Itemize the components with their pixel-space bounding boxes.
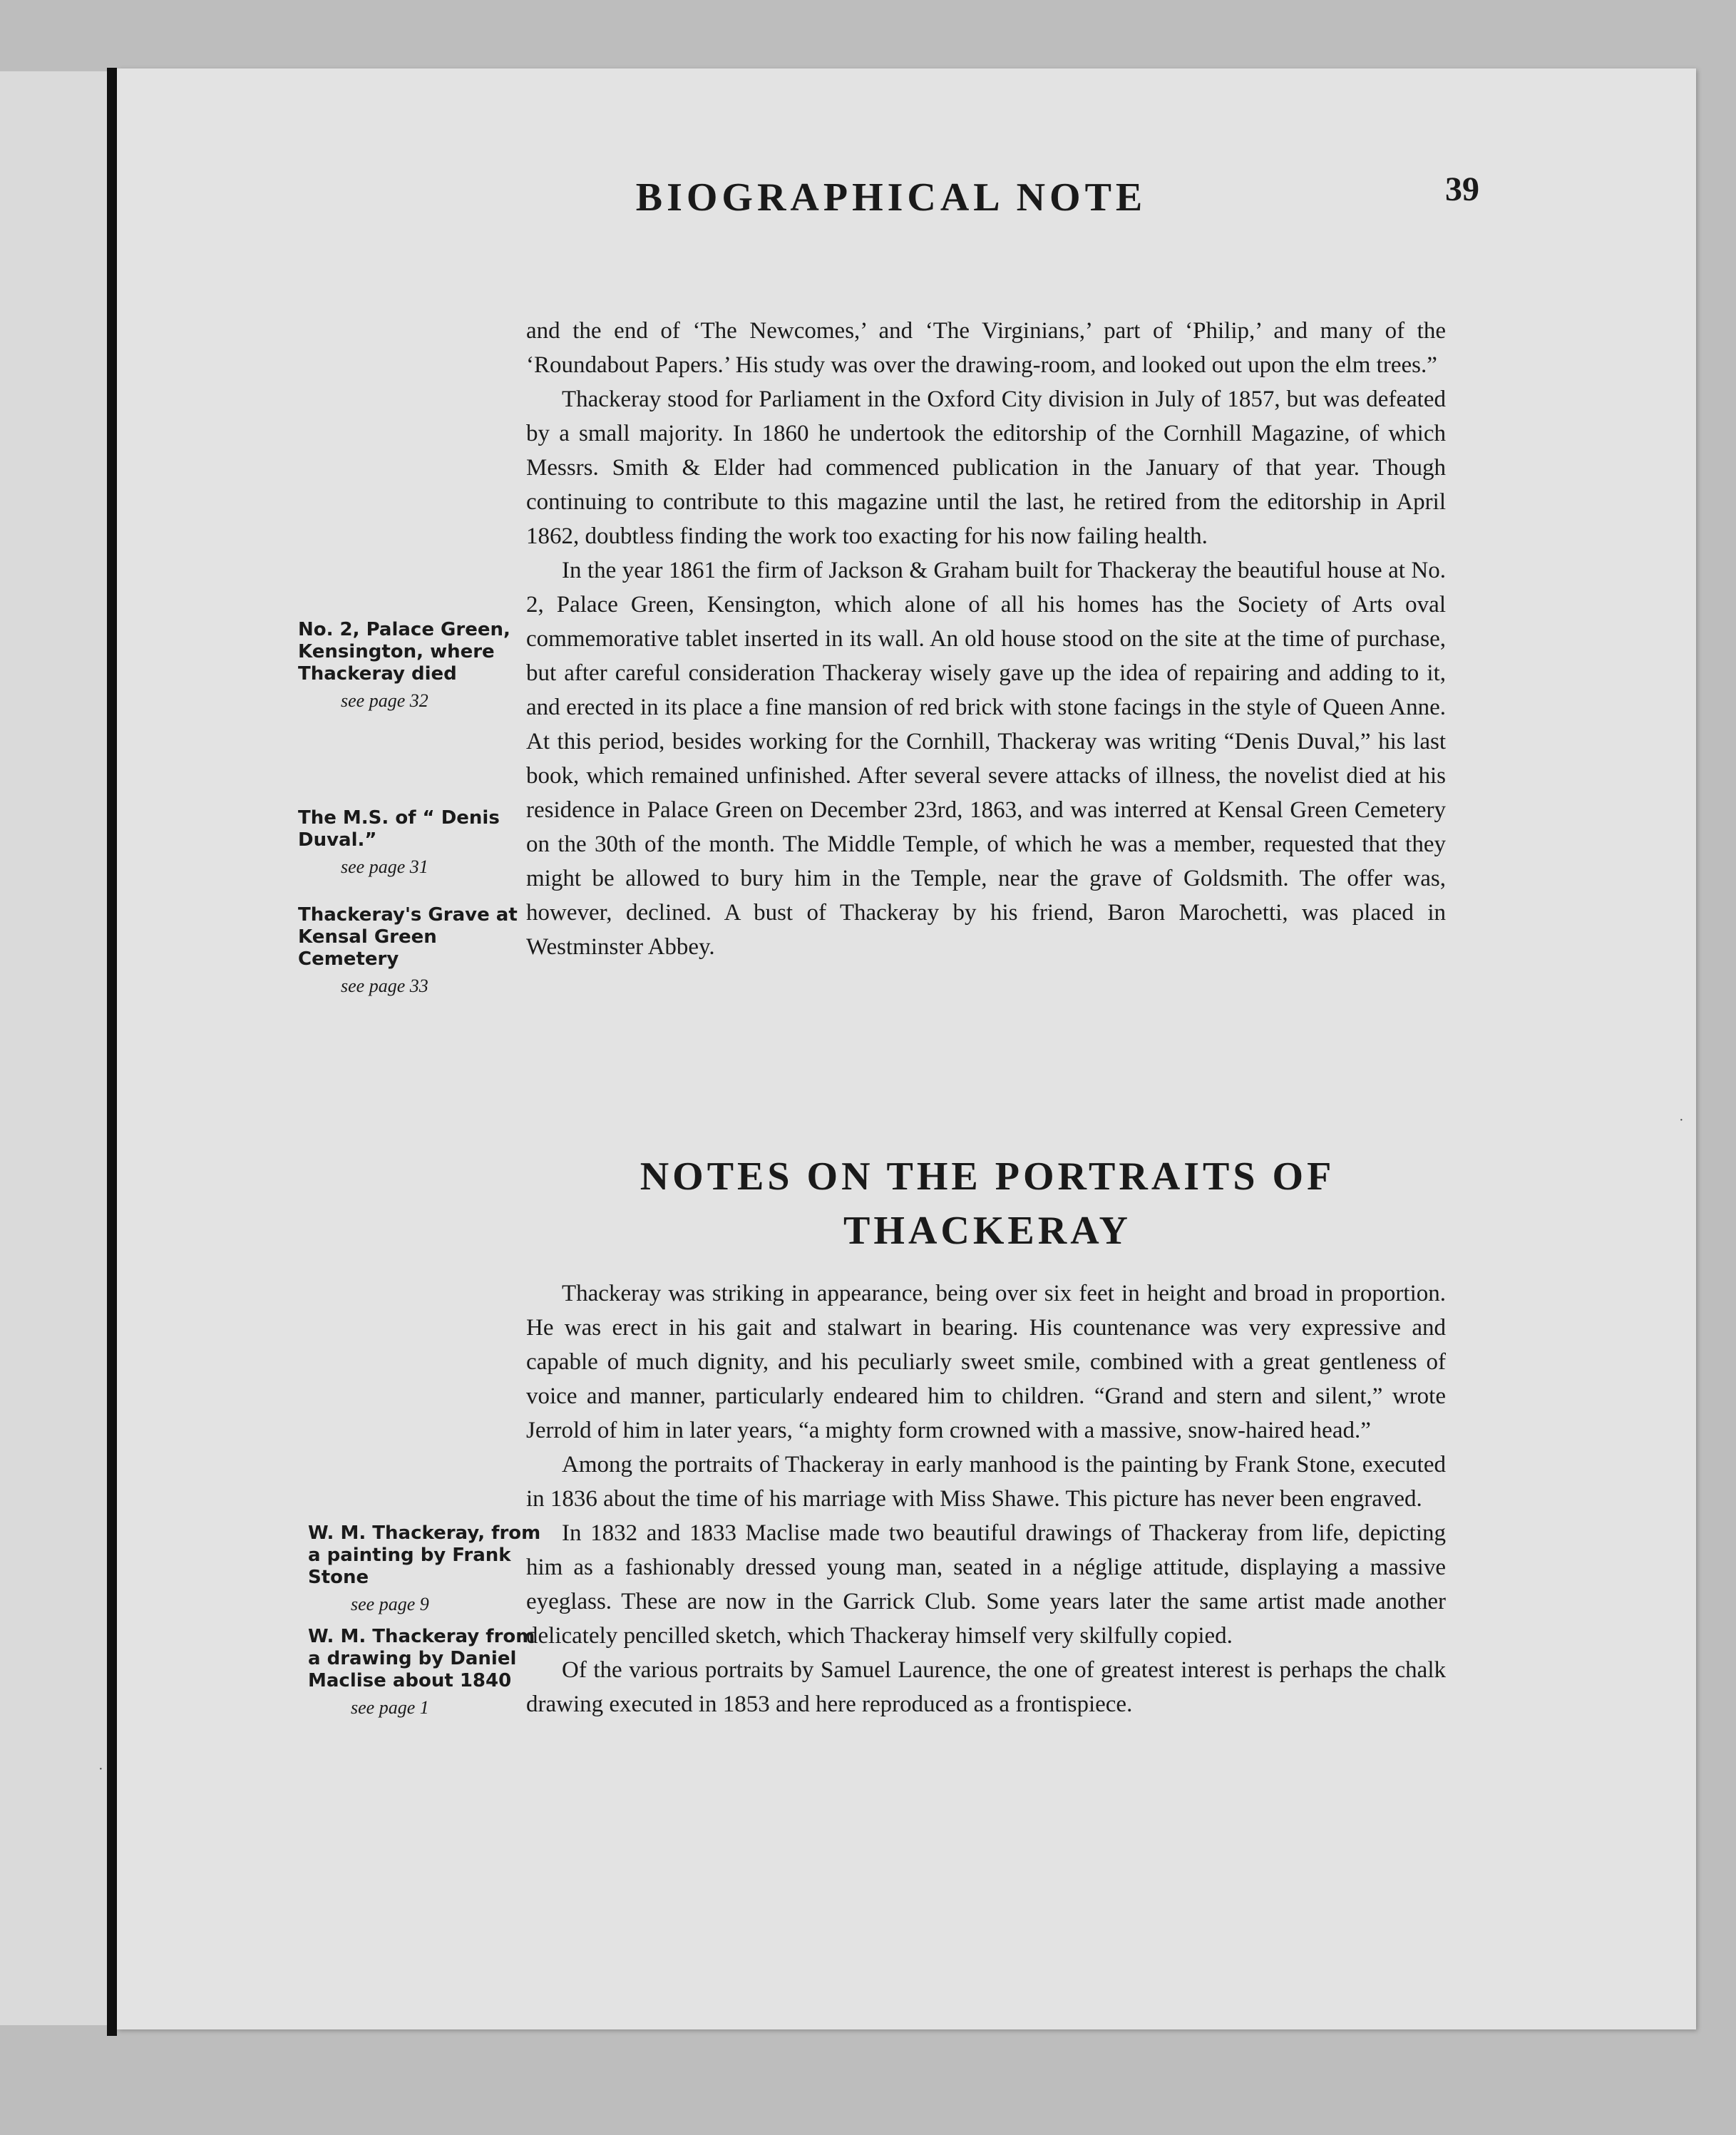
paragraph: Thackeray stood for Parliament in the Oxford City division in July of 1857, but was defeated by a small majority. In 1860 he undertook the editorship of the Cornhill Magazine, of which Messrs. Smith & Elder had commenced publication in the January of that year. Though continuing to contribute to this magazine until the last, he retired from the editorship in April 1862, doubtless finding the work too exacting for his now failing health. — [526, 386, 1446, 549]
page-gutter-shadow — [107, 68, 117, 2036]
margin-note — [308, 1522, 543, 1620]
margin-note-text: No. 2, Palace Green, Kensington, where Thackeray died — [298, 619, 510, 685]
margin-note-ref: see page 9 — [351, 1594, 429, 1614]
margin-note-ref: see page 33 — [341, 976, 428, 996]
margin-note-text: W. M. Thackeray from a drawing by Daniel Maclise about 1840 — [308, 1626, 535, 1691]
margin-note-text: The M.S. of “ Denis Duval.” — [298, 807, 500, 851]
paragraph: Thackeray was striking in appearance, being over six feet in height and broad in proportion. He was erect in his gait and stalwart in bearing. His countenance was very expressive and capable of much dignity, and his peculiarly sweet smile, combined with a great gentleness of voice and manner, particularly endeared him to children. “Grand and stern and silent,” wrote Jerrold of him in later years, “a mighty form crowned with a massive, snow-haired head.” — [526, 1281, 1446, 1443]
paragraph: In the year 1861 the firm of Jackson & Graham built for Thackeray the beautiful house at No. 2, Palace Green, Kensington, which alone of all his homes has the Society of Arts oval commemorative tablet inserted in its wall. An old house stood on the site at the time of purchase, but after careful consideration Thackeray wisely gave up the idea of repairing and adding to it, and erected in its place a fine mansion of red brick with stone facings in the style of Queen Anne. At this period, besides working for the Cornhill, Thackeray was writing “Denis Duval,” his last book, which remained unfinished. After several severe attacks of illness, the novelist died at his residence in Palace Green on December 23rd, 1863, and was interred at Kensal Green Cemetery on the 30th of the month. The Middle Temple, of which he was a member, requested that they might be allowed to bury him in the Temple, near the grave of Goldsmith. The offer was, however, declined. A bust of Thackeray by his friend, Baron Marochetti, was placed in Westminster Abbey. — [526, 558, 1446, 960]
margin-note-ref: see page 32 — [341, 690, 428, 711]
scan-speck: · — [1679, 1112, 1684, 1128]
paragraph: Among the portraits of Thackeray in early manhood is the painting by Frank Stone, executed in 1836 about the time of his marriage with Miss Shawe. This picture has never been engraved. — [526, 1452, 1446, 1512]
paragraph: In 1832 and 1833 Maclise made two beautiful drawings of Thackeray from life, depicting him as a fashionably dressed young man, seated in a néglige attitude, displaying a massive eyeglass. These are now in the Garrick Club. Some years later the same artist made another delicately pencilled sketch, which Thackeray himself very skilfully copied. — [526, 1520, 1446, 1649]
margin-note — [308, 1626, 543, 1724]
section-title-line: NOTES ON THE PORTRAITS OF — [640, 1154, 1335, 1199]
section-title — [513, 1150, 1462, 1258]
margin-note — [298, 904, 533, 1002]
margin-note-ref: see page 31 — [341, 856, 428, 877]
margin-note — [298, 619, 533, 717]
margin-note-ref: see page 1 — [351, 1697, 429, 1718]
paragraph: and the end of ‘The Newcomes,’ and ‘The Virginians,’ part of ‘Philip,’ and many of the ‘Roundabout Papers.’ His study was over the drawing-room, and looked out upon the elm trees.” — [526, 318, 1446, 378]
section-title-line: THACKERAY — [843, 1209, 1131, 1253]
margin-note-text: Thackeray's Grave at Kensal Green Cemetery — [298, 904, 518, 970]
margin-note-text: W. M. Thackeray, from a painting by Frank Stone — [308, 1522, 541, 1588]
adjacent-page-edge — [0, 71, 107, 2025]
scan-speck: · — [98, 1761, 103, 1777]
paragraph: Of the various portraits by Samuel Laurence, the one of greatest interest is perhaps the chalk drawing executed in 1853 and here reproduced as a frontispiece. — [526, 1657, 1446, 1717]
body-text-bottom — [526, 1276, 1446, 1721]
margin-note — [298, 807, 533, 883]
page-number: 39 — [1445, 170, 1479, 208]
body-text-top — [526, 314, 1446, 964]
running-header-title: BIOGRAPHICAL NOTE — [635, 175, 1147, 220]
